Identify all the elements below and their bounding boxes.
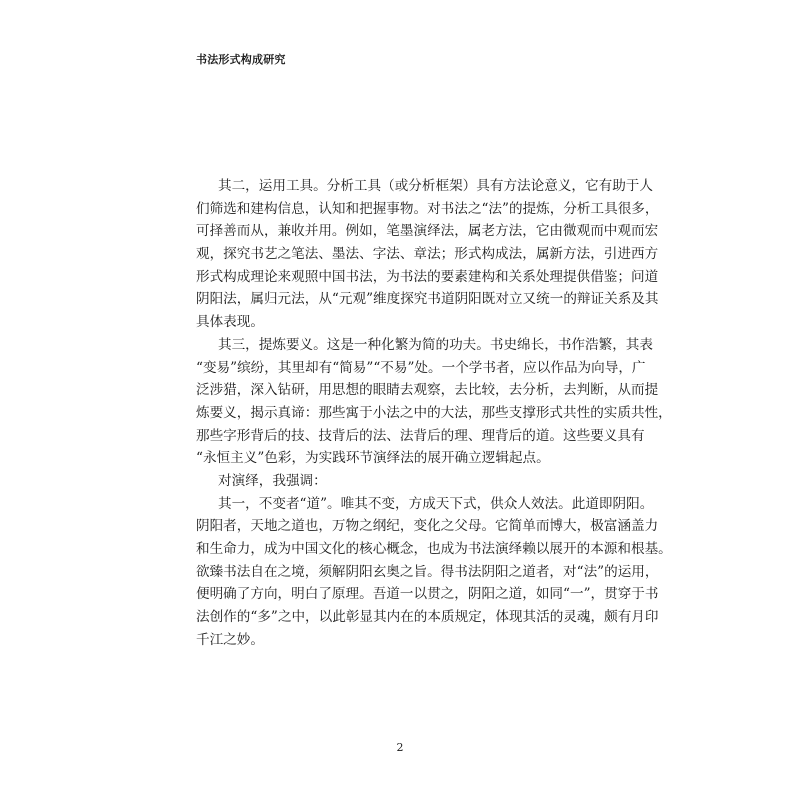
paragraph-line: 观，探究书艺之笔法、墨法、字法、章法；形式构成法，属新方法，引进西方 <box>196 246 659 263</box>
paragraph-line: 法创作的“多”之中，以此彰显其内在的本质规定，体现其活的灵魂，颇有月印 <box>196 609 659 626</box>
paragraph-line: 欲臻书法自在之境，须解阴阳玄奥之旨。得书法阴阳之道者，对“法”的运用， <box>196 563 659 580</box>
paragraph-line: 便明确了方向，明白了原理。吾道一以贯之，阴阳之道，如同“一”，贯穿于书 <box>196 586 659 603</box>
paragraph-line: 其二，运用工具。分析工具（或分析框架）具有方法论意义，它有助于人 <box>218 178 653 194</box>
body-text <box>196 175 672 651</box>
running-title: 书法形式构成研究 <box>196 53 286 66</box>
paragraph-line: 阴阳法，属归元法，从“元观”维度探究书道阴阳既对立又统一的辩证关系及其 <box>196 291 659 308</box>
page-number: 2 <box>396 741 404 754</box>
paragraph-line: 炼要义，揭示真谛：那些寓于小法之中的大法，那些支撑形式共性的实质共性， <box>196 404 672 421</box>
paragraph-line: 其一，不变者“道”。唯其不变，方成天下式，供众人效法。此道即阴阳。 <box>218 495 654 512</box>
paragraph-line: 们筛选和建构信息，认知和把握事物。对书法之“法”的提炼，分析工具很多， <box>196 200 659 217</box>
paragraph-line: “变易”缤纷，其里却有“简易”“不易”处。一个学书者，应以作品为向导，广 <box>196 359 646 376</box>
paragraph-line: 和生命力，成为中国文化的核心概念，也成为书法演绎赖以展开的本源和根基。 <box>196 541 672 557</box>
paragraph-line: 阴阳者，天地之道也，万物之纲纪，变化之父母。它简单而博大，极富涵盖力 <box>196 518 659 535</box>
paragraph-line: 千江之妙。 <box>196 631 264 648</box>
paragraph-line: 其三，提炼要义。这是一种化繁为简的功夫。书史绵长，书作浩繁，其表 <box>218 336 653 353</box>
paragraph-line: 泛涉猎，深入钻研，用思想的眼睛去观察，去比较，去分析，去判断，从而提 <box>196 382 659 399</box>
paragraph-line: 那些字形背后的技、技背后的法、法背后的理、理背后的道。这些要义具有 <box>196 427 645 444</box>
paragraph-line: 具体表现。 <box>196 314 264 331</box>
paragraph-line: “永恒主义”色彩，为实践环节演绎法的展开确立逻辑起点。 <box>196 450 550 467</box>
paragraph-line: 对演绎，我强调： <box>218 472 327 489</box>
paragraph-line: 形式构成理论来观照中国书法，为书法的要素建构和关系处理提供借鉴；问道 <box>196 268 659 285</box>
paragraph-line: 可择善而从，兼收并用。例如，笔墨演绎法，属老方法，它由微观而中观而宏 <box>196 223 659 240</box>
